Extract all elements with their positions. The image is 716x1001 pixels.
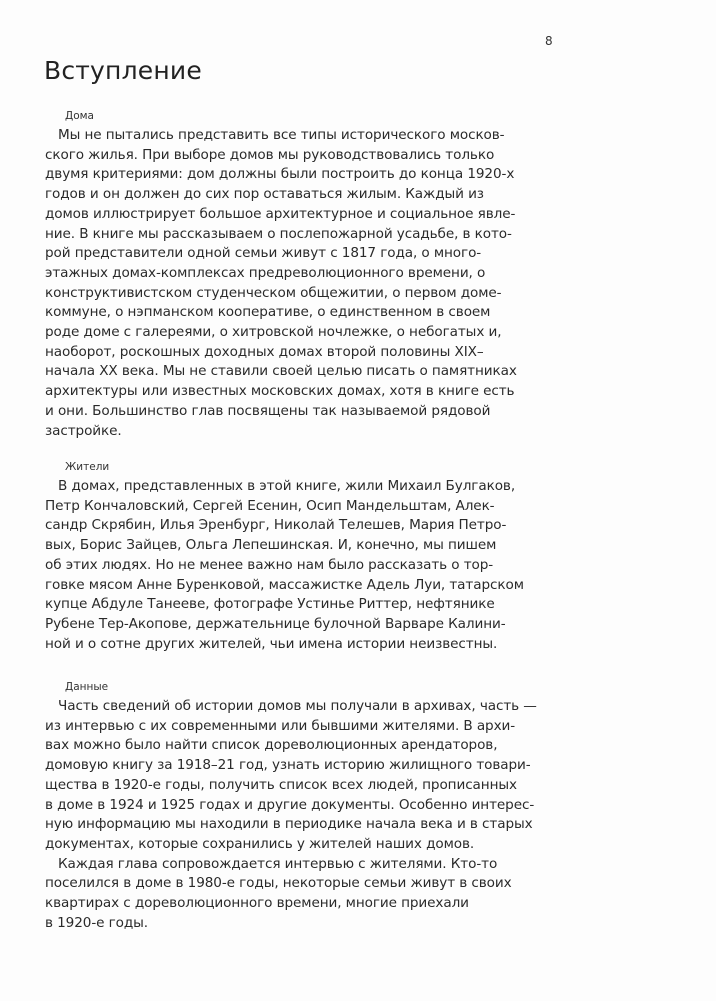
paragraph — [45, 855, 565, 934]
section-dannye — [45, 678, 565, 933]
text-line: Каждая глава сопровождается интервью с жителями. Кто-то — [58, 855, 498, 872]
text-line: ной и о сотне других жителей, чьи имена истории неизвестны. — [45, 635, 498, 652]
paragraph — [45, 477, 565, 654]
text-line: коммуне, о нэпманском кооперативе, о единственном в своем — [45, 304, 491, 321]
page-number: 8 — [545, 34, 553, 48]
text-line: Часть сведений об истории домов мы получали в архивах, часть — — [58, 698, 537, 714]
text-line: домов иллюстрирует большое архитектурное и социальное явле- — [45, 205, 516, 222]
section-heading: Жители — [65, 461, 110, 473]
text-line: Мы не пытались представить все типы исторического москов- — [58, 127, 505, 143]
text-line: щества в 1920-е годы, получить список всех людей, прописанных — [45, 776, 517, 793]
text-line: говке мясом Анне Буренковой, массажистке Адель Луи, татарском — [45, 576, 524, 593]
text-line: этажных домах-комплексах предреволюционного времени, о — [45, 264, 486, 281]
paragraph — [45, 697, 565, 855]
text-line: годов и он должен до сих пор оставаться жилым. Каждый из — [45, 186, 484, 203]
text-line: застройке. — [45, 422, 122, 439]
section-doma — [45, 107, 565, 441]
section-zhiteli — [45, 458, 565, 654]
text-line: в 1920-е годы. — [45, 914, 149, 931]
text-line: ние. В книге мы рассказываем о послепожарной усадьбе, в кото- — [45, 225, 512, 242]
text-line: двумя критериями: дом должны были построить до конца 1920-х — [45, 166, 515, 183]
text-line: в доме в 1924 и 1925 годах и другие документы. Особенно интерес- — [45, 796, 535, 813]
text-line: из интервью с их современными или бывшими жителями. В архи- — [45, 717, 516, 734]
text-line: Петр Кончаловский, Сергей Есенин, Осип Мандельштам, Алек- — [45, 497, 495, 514]
text-line: поселился в доме в 1980-е годы, некоторые семьи живут в своих — [45, 875, 512, 892]
section-heading: Данные — [65, 681, 109, 693]
text-line: конструктивистском студенческом общежитии, о первом доме- — [45, 284, 502, 301]
text-line: ную информацию мы находили в периодике начала века и в старых — [45, 816, 533, 833]
text-line: рой представители одной семьи живут с 1817 года, о много- — [45, 245, 482, 262]
text-line: сандр Скрябин, Илья Эренбург, Николай Телешев, Мария Петро- — [45, 517, 507, 534]
paragraph — [45, 126, 565, 441]
section-heading: Дома — [65, 110, 94, 122]
text-line: начала XX века. Мы не ставили своей целью писать о памятниках — [45, 363, 517, 380]
text-line: купце Абдуле Танееве, фотографе Устинье Риттер, нефтянике — [45, 596, 495, 613]
text-line: архитектуры или известных московских домах, хотя в книге есть — [45, 383, 515, 400]
text-line: Рубене Тер-Акопове, держательнице булочной Варваре Калини- — [45, 615, 506, 632]
text-line: об этих людях. Но не менее важно нам было рассказать о тор- — [45, 556, 494, 573]
text-line: квартирах с дореволюционного времени, многие приехали — [45, 895, 469, 912]
text-line: и они. Большинство глав посвящены так называемой рядовой — [45, 402, 491, 419]
page-title: Вступление — [44, 56, 202, 85]
text-line: вах можно было найти список дореволюционных арендаторов, — [45, 737, 498, 754]
text-line: ского жилья. При выборе домов мы руководствовались только — [45, 146, 495, 163]
text-line: В домах, представленных в этой книге, жили Михаил Булгаков, — [58, 478, 516, 494]
text-line: роде доме с галереями, о хитровской ночлежке, о небогатых и, — [45, 324, 502, 341]
text-line: вых, Борис Зайцев, Ольга Лепешинская. И, конечно, мы пишем — [45, 537, 497, 554]
text-line: наоборот, роскошных доходных домах второй половины XIX– — [45, 343, 484, 360]
text-line: документах, которые сохранились у жителей наших домов. — [45, 835, 475, 852]
text-line: домовую книгу за 1918–21 год, узнать историю жилищного товари- — [45, 757, 531, 774]
